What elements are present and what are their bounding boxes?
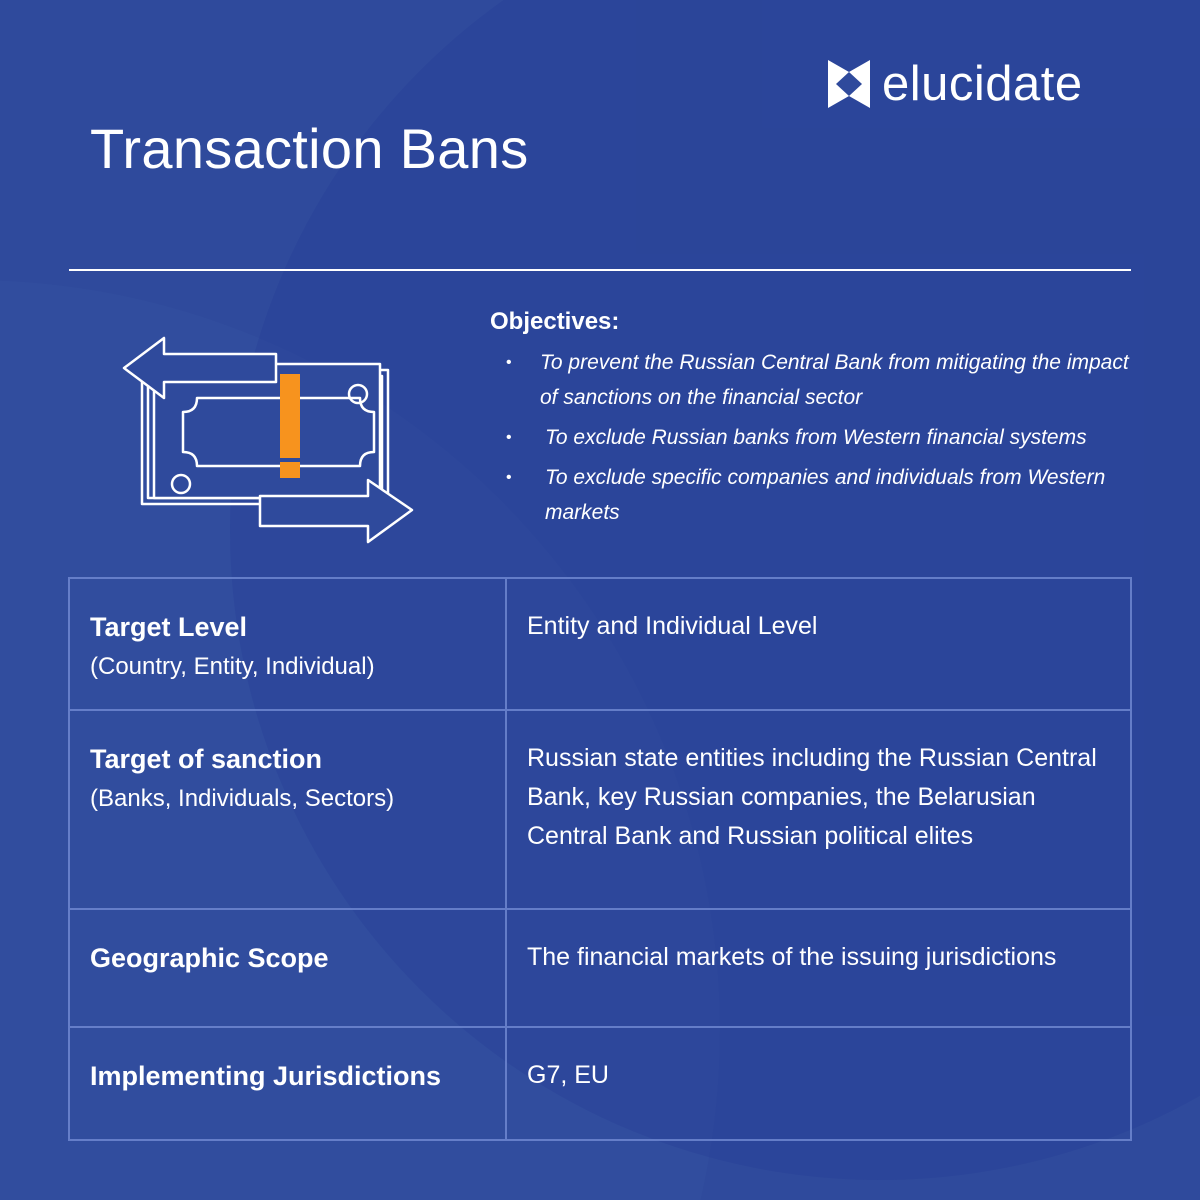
warning-icon [280,374,300,458]
table-row [70,1028,1130,1139]
brand-name: elucidate [882,56,1083,111]
page-title: Transaction Bans [90,117,529,180]
objective-text: To exclude Russian banks from Western financial systems [545,425,1087,449]
row-value: Entity and Individual Level [527,612,818,640]
table-row [70,579,1130,711]
row-label: Target Level [90,612,248,642]
bullet-icon: • [506,428,512,446]
bullet-icon: • [506,353,512,371]
objective-item [490,420,1140,455]
sanctions-table [68,577,1132,1141]
row-label-cell [70,579,507,709]
elucidate-logo-icon [828,60,870,108]
objective-item [490,460,1140,530]
row-sublabel: (Country, Entity, Individual) [90,653,375,680]
money-transfer-warning-icon [120,330,420,550]
row-value: Russian state entities including the Russian Central Bank, key Russian companies, the Belarusian Central Bank and Russian political elites [527,744,1097,850]
row-label-cell [70,711,507,908]
row-label: Geographic Scope [90,943,329,973]
objectives-heading: Objectives: [490,308,620,335]
objective-text: To prevent the Russian Central Bank from mitigating the impact of sanctions on the financial sector [540,350,1129,409]
row-label: Target of sanction [90,744,323,774]
objectives-panel [490,308,1140,535]
bullet-icon: • [506,468,512,486]
row-sublabel: (Banks, Individuals, Sectors) [90,785,395,812]
row-label-cell [70,1028,507,1139]
row-value: The financial markets of the issuing jurisdictions [527,943,1057,971]
divider [69,269,1131,271]
row-label: Implementing Jurisdictions [90,1061,442,1091]
row-label-cell [70,910,507,1026]
objective-item [490,345,1140,415]
table-row [70,711,1130,910]
objectives-list [490,345,1140,530]
table-row [70,910,1130,1028]
brand-logo [828,58,1083,110]
row-value: G7, EU [527,1061,609,1089]
objective-text: To exclude specific companies and individuals from Western markets [545,465,1106,524]
